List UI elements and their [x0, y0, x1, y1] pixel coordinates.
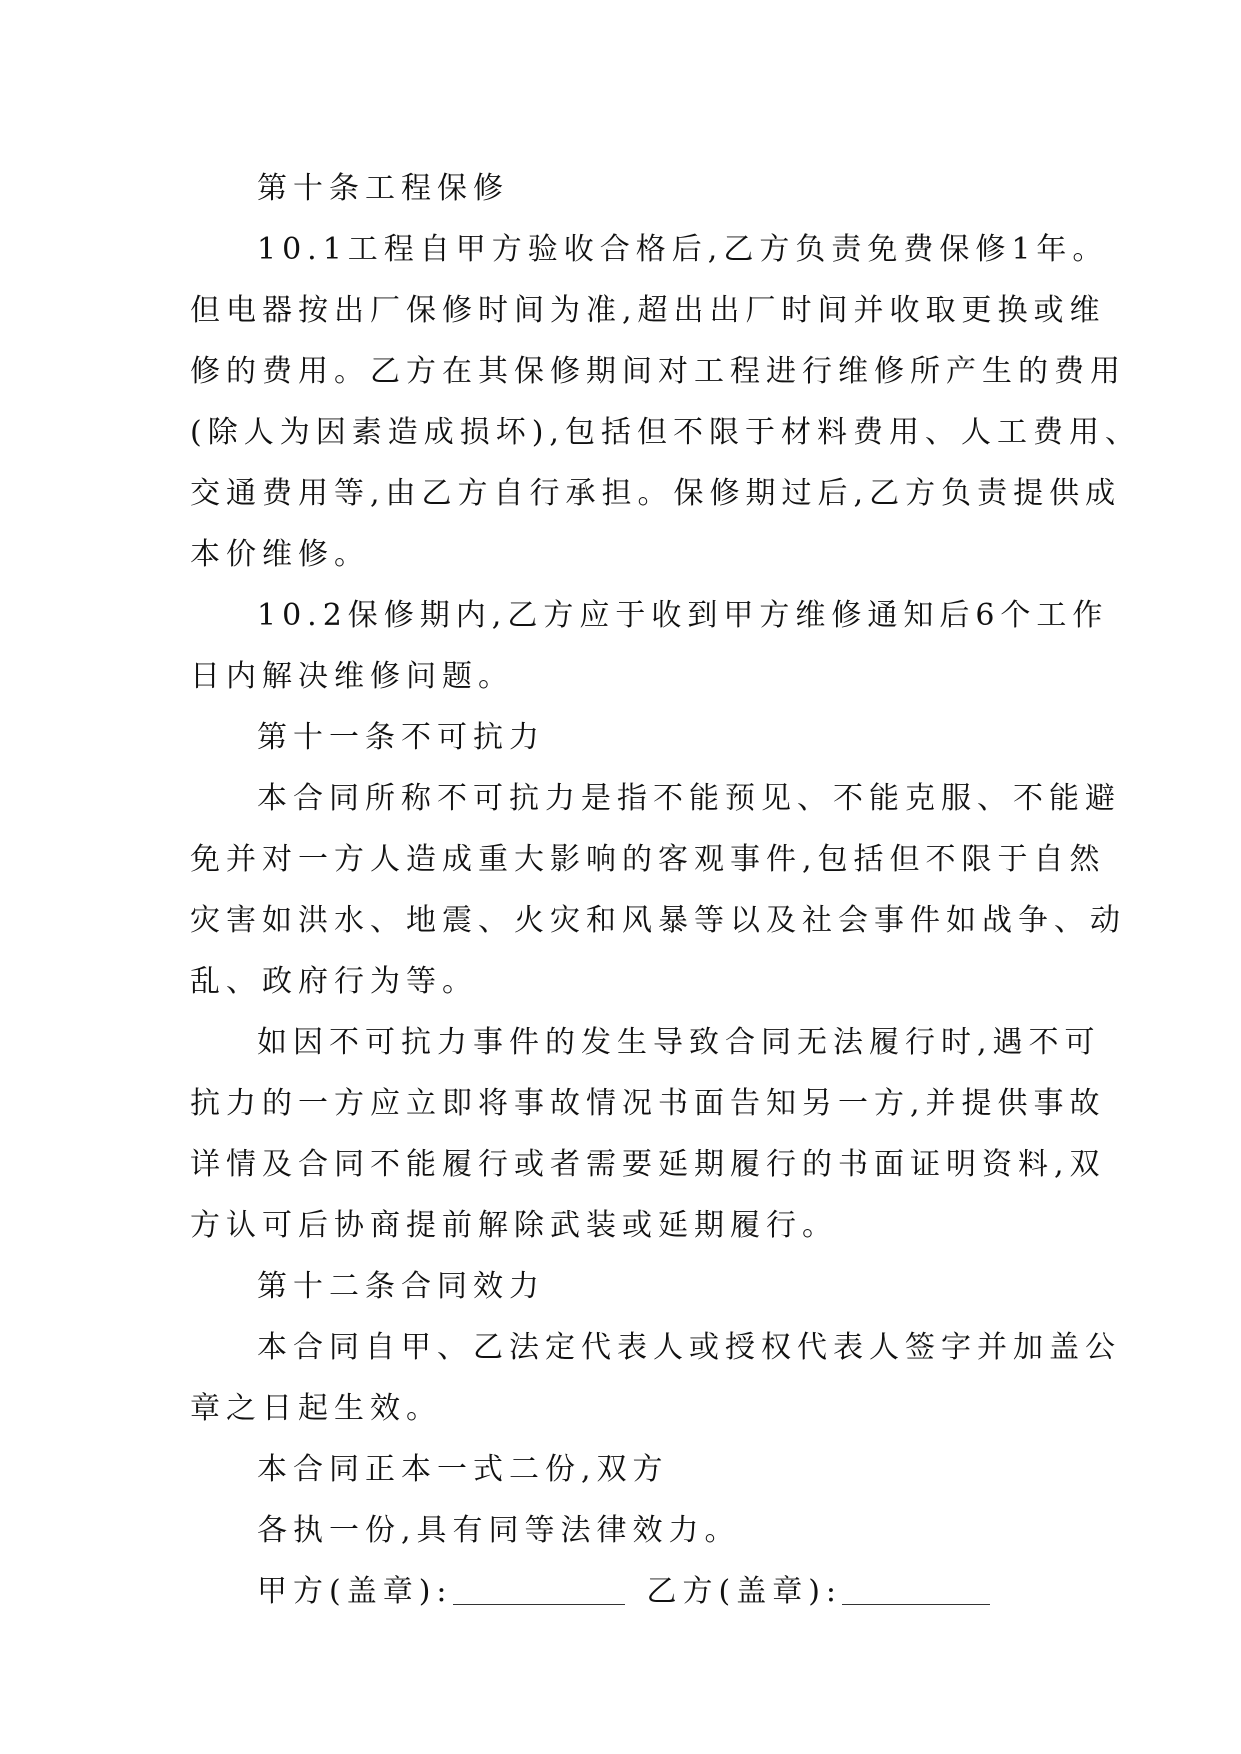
text-line: 10.2保修期内,乙方应于收到甲方维修通知后6个工作 — [257, 598, 1109, 633]
text-line: 详情及合同不能履行或者需要延期履行的书面证明资料,双 — [190, 1147, 1106, 1182]
text-line: 第十二条合同效力 — [257, 1269, 545, 1304]
text-line: (除人为因素造成损坏),包括但不限于材料费用、人工费用、 — [190, 415, 1141, 450]
text-line: 抗力的一方应立即将事故情况书面告知另一方,并提供事故 — [190, 1086, 1106, 1121]
text-line: 本合同正本一式二份,双方 — [257, 1452, 669, 1487]
text-line: 章之日起生效。 — [190, 1391, 442, 1426]
text-line: 如因不可抗力事件的发生导致合同无法履行时,遇不可 — [257, 1025, 1101, 1060]
text-line: 本合同自甲、乙法定代表人或授权代表人签字并加盖公 — [257, 1330, 1121, 1365]
contract-page — [190, 158, 1141, 1622]
party-b-seal-label: 乙方(盖章): — [646, 1574, 843, 1609]
text-line: 免并对一方人造成重大影响的客观事件,包括但不限于自然 — [190, 842, 1106, 877]
party-a-seal-label: 甲方(盖章): — [257, 1574, 453, 1609]
text-line: 本价维修。 — [190, 537, 370, 572]
text-line: 日内解决维修问题。 — [190, 659, 514, 694]
text-line: 各执一份,具有同等法律效力。 — [257, 1513, 741, 1548]
signature-row — [190, 1561, 1060, 1622]
text-line: 第十一条不可抗力 — [257, 720, 545, 755]
text-line: 修的费用。乙方在其保修期间对工程进行维修所产生的费用 — [190, 354, 1126, 389]
text-line: 灾害如洪水、地震、火灾和风暴等以及社会事件如战争、动 — [190, 903, 1126, 938]
text-line: 但电器按出厂保修时间为准,超出出厂时间并收取更换或维 — [190, 293, 1106, 328]
text-line: 方认可后协商提前解除武装或延期履行。 — [190, 1208, 838, 1243]
contract-body — [190, 158, 1141, 1561]
text-line: 10.1工程自甲方验收合格后,乙方负责免费保修1年。 — [257, 232, 1109, 267]
text-line: 乱、政府行为等。 — [190, 964, 478, 999]
text-line: 第十条工程保修 — [257, 171, 509, 206]
party-b-seal-blank[interactable] — [842, 1570, 990, 1605]
text-line: 本合同所称不可抗力是指不能预见、不能克服、不能避 — [257, 781, 1121, 816]
party-a-seal-blank[interactable] — [453, 1570, 625, 1605]
text-line: 交通费用等,由乙方自行承担。保修期过后,乙方负责提供成 — [190, 476, 1122, 511]
